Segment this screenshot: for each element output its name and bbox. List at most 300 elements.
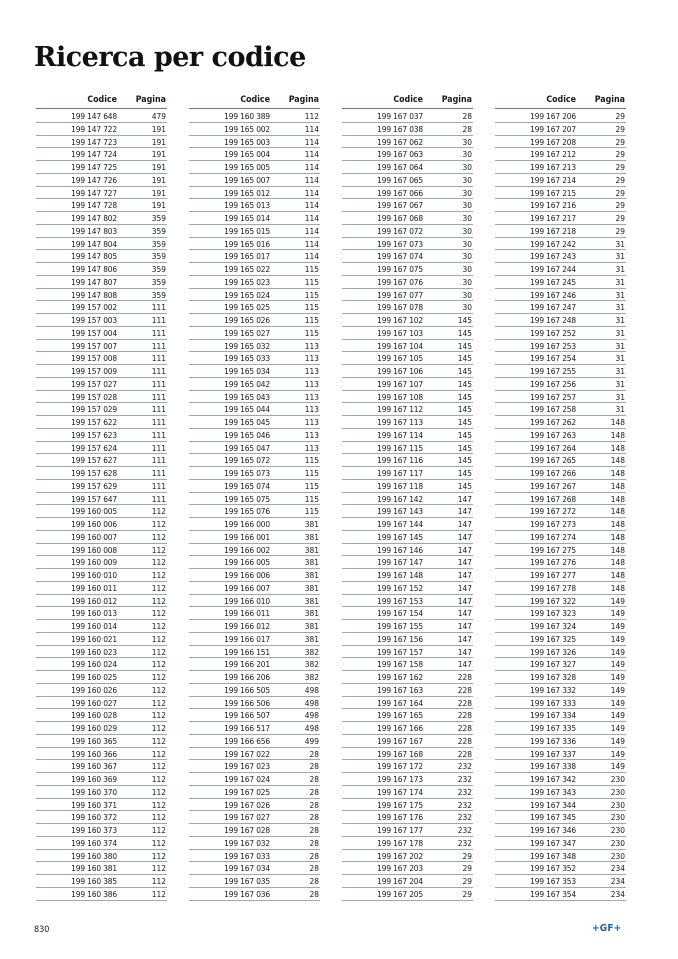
page-cell: 112 (151, 710, 166, 721)
page-cell: 113 (304, 417, 319, 427)
code-cell: 199 147 722 (71, 123, 117, 134)
code-cell: 199 167 218 (530, 225, 576, 236)
page-cell: 145 (457, 327, 472, 338)
table-row (342, 148, 473, 161)
page-cell: 111 (151, 455, 166, 466)
code-cell: 199 167 346 (530, 825, 576, 835)
code-cell: 199 160 024 (71, 659, 117, 670)
page-cell: 31 (615, 378, 625, 389)
code-cell: 199 167 273 (530, 519, 576, 529)
table-row (342, 799, 473, 812)
page-cell: 113 (304, 442, 319, 453)
code-cell: 199 166 001 (224, 531, 270, 542)
page-cell: 228 (457, 672, 472, 682)
code-cell: 199 167 354 (530, 888, 576, 899)
code-cell: 199 167 204 (377, 876, 423, 886)
code-cell: 199 166 151 (224, 646, 270, 657)
table-row (495, 187, 626, 200)
code-cell: 199 167 173 (377, 774, 423, 784)
code-cell: 199 147 723 (71, 136, 117, 147)
page-cell: 499 (304, 735, 319, 746)
table-row (36, 136, 167, 149)
code-cell: 199 147 806 (71, 264, 117, 274)
table-row (495, 888, 626, 901)
table-row (189, 760, 320, 773)
code-cell: 199 167 202 (377, 850, 423, 861)
table-row (36, 467, 167, 480)
table-row (36, 352, 167, 365)
page-cell: 381 (304, 608, 319, 619)
page-cell: 31 (615, 327, 625, 338)
page-cell: 29 (615, 200, 625, 211)
code-cell: 199 165 043 (224, 391, 270, 402)
code-cell: 199 167 258 (530, 404, 576, 415)
page-cell: 28 (309, 863, 319, 874)
table-row (189, 620, 320, 633)
table-row (189, 161, 320, 174)
page-cell: 115 (304, 455, 319, 466)
table-row (36, 811, 167, 824)
code-cell: 199 167 068 (377, 213, 423, 223)
code-cell: 199 167 338 (530, 761, 576, 772)
page-cell: 112 (151, 812, 166, 823)
code-cell: 199 167 107 (377, 378, 423, 389)
table-row (189, 684, 320, 697)
table-row (342, 607, 473, 620)
code-cell: 199 157 002 (71, 302, 117, 313)
table-row (189, 888, 320, 901)
code-cell: 199 147 648 (71, 111, 117, 121)
page-cell: 148 (610, 531, 625, 542)
page-cell: 147 (457, 659, 472, 670)
code-cell: 199 147 724 (71, 149, 117, 160)
table-row (342, 888, 473, 901)
table-row (36, 480, 167, 493)
table-row (36, 786, 167, 799)
page-cell: 112 (151, 506, 166, 517)
code-cell: 199 167 214 (530, 174, 576, 185)
table-row (36, 824, 167, 837)
page-cell: 111 (151, 327, 166, 338)
table-row (189, 786, 320, 799)
column-header (36, 94, 167, 109)
page-cell: 28 (309, 888, 319, 899)
page-cell: 149 (610, 723, 625, 733)
page-cell: 29 (615, 136, 625, 147)
page-cell: 28 (309, 786, 319, 797)
page-cell: 111 (151, 429, 166, 440)
code-cell: 199 157 623 (71, 429, 117, 440)
table-row (36, 556, 167, 569)
page-cell: 111 (151, 480, 166, 491)
page-cell: 149 (610, 697, 625, 708)
page-cell: 149 (610, 633, 625, 644)
page-cell: 28 (309, 774, 319, 784)
page-cell: 382 (304, 672, 319, 682)
code-cell: 199 160 008 (71, 544, 117, 555)
page-cell: 115 (304, 327, 319, 338)
table-row (342, 480, 473, 493)
page-cell: 111 (151, 353, 166, 364)
code-cell: 199 167 022 (224, 748, 270, 759)
code-cell: 199 160 366 (71, 748, 117, 759)
code-cell: 199 167 168 (377, 748, 423, 759)
table-row (495, 212, 626, 225)
code-cell: 199 165 022 (224, 264, 270, 274)
page-cell: 31 (615, 353, 625, 364)
index-rows (36, 110, 167, 901)
code-cell: 199 160 365 (71, 735, 117, 746)
table-row (495, 646, 626, 659)
table-row (495, 136, 626, 149)
code-cell: 199 165 033 (224, 353, 270, 364)
table-row (36, 505, 167, 518)
page-cell: 148 (610, 442, 625, 453)
table-row (36, 493, 167, 506)
page-cell: 29 (615, 174, 625, 185)
code-cell: 199 165 015 (224, 225, 270, 236)
code-cell: 199 167 033 (224, 850, 270, 861)
code-cell: 199 167 347 (530, 837, 576, 848)
code-cell: 199 157 627 (71, 455, 117, 466)
table-row (189, 493, 320, 506)
page-cell: 498 (304, 697, 319, 708)
code-cell: 199 167 023 (224, 761, 270, 772)
code-cell: 199 160 013 (71, 608, 117, 619)
page-cell: 148 (610, 557, 625, 568)
table-row (36, 199, 167, 212)
table-row (189, 722, 320, 735)
code-cell: 199 167 332 (530, 684, 576, 695)
page-cell: 232 (457, 799, 472, 810)
page-cell: 29 (615, 162, 625, 172)
code-cell: 199 160 026 (71, 684, 117, 695)
code-cell: 199 160 385 (71, 876, 117, 886)
table-row (495, 875, 626, 888)
page-cell: 147 (457, 557, 472, 568)
page-cell: 112 (151, 697, 166, 708)
page-cell: 147 (457, 493, 472, 504)
page-cell: 114 (304, 149, 319, 160)
column-header (189, 94, 320, 109)
page-cell: 145 (457, 417, 472, 427)
page-cell: 115 (304, 468, 319, 478)
page-cell: 31 (615, 366, 625, 376)
page-cell: 30 (462, 251, 472, 262)
table-row (36, 314, 167, 327)
table-row (36, 518, 167, 531)
page-cell: 115 (304, 493, 319, 504)
table-row (495, 403, 626, 416)
table-row (189, 442, 320, 455)
code-cell: 199 167 268 (530, 493, 576, 504)
page-cell: 29 (615, 123, 625, 134)
code-cell: 199 167 248 (530, 315, 576, 325)
code-cell: 199 167 275 (530, 544, 576, 555)
code-cell: 199 166 506 (224, 697, 270, 708)
page-cell: 232 (457, 812, 472, 823)
table-row (189, 544, 320, 557)
code-cell: 199 160 389 (224, 111, 270, 121)
page-cell: 30 (462, 289, 472, 300)
page-cell: 381 (304, 570, 319, 580)
table-row (342, 582, 473, 595)
table-row (36, 454, 167, 467)
table-row (342, 442, 473, 455)
table-row (342, 289, 473, 302)
code-cell: 199 167 062 (377, 136, 423, 147)
code-cell: 199 167 076 (377, 276, 423, 287)
table-row (342, 238, 473, 251)
table-row (189, 352, 320, 365)
table-row (495, 110, 626, 123)
page-cell: 29 (462, 850, 472, 861)
code-cell: 199 165 026 (224, 315, 270, 325)
table-row (189, 454, 320, 467)
page-cell: 113 (304, 404, 319, 415)
code-cell: 199 157 027 (71, 378, 117, 389)
table-row (342, 391, 473, 404)
page-cell: 149 (610, 595, 625, 606)
page-cell: 228 (457, 697, 472, 708)
code-cell: 199 157 629 (71, 480, 117, 491)
code-cell: 199 167 328 (530, 672, 576, 682)
table-row (189, 263, 320, 276)
page-cell: 28 (309, 825, 319, 835)
table-row (189, 824, 320, 837)
code-cell: 199 165 002 (224, 123, 270, 134)
table-row (342, 174, 473, 187)
code-cell: 199 165 032 (224, 340, 270, 351)
code-cell: 199 167 274 (530, 531, 576, 542)
code-cell: 199 167 205 (377, 888, 423, 899)
page-cell: 381 (304, 531, 319, 542)
page-cell: 148 (610, 429, 625, 440)
page-cell: 381 (304, 595, 319, 606)
code-cell: 199 167 174 (377, 786, 423, 797)
table-row (189, 658, 320, 671)
code-cell: 199 165 072 (224, 455, 270, 466)
table-row (36, 263, 167, 276)
page-cell: 148 (610, 544, 625, 555)
page-cell: 145 (457, 366, 472, 376)
code-cell: 199 147 727 (71, 187, 117, 198)
page-cell: 149 (610, 659, 625, 670)
code-cell: 199 166 006 (224, 570, 270, 580)
page-cell: 145 (457, 378, 472, 389)
code-cell: 199 167 253 (530, 340, 576, 351)
table-row (36, 760, 167, 773)
page-cell: 230 (610, 837, 625, 848)
page-cell: 149 (610, 748, 625, 759)
table-row (495, 671, 626, 684)
code-cell: 199 165 012 (224, 187, 270, 198)
table-row (36, 148, 167, 161)
index-column-2 (189, 94, 320, 901)
page-cell: 31 (615, 276, 625, 287)
table-row (342, 276, 473, 289)
page-cell: 115 (304, 289, 319, 300)
page-cell: 149 (610, 684, 625, 695)
code-cell: 199 165 004 (224, 149, 270, 160)
page-cell: 381 (304, 557, 319, 568)
page-cell: 381 (304, 519, 319, 529)
table-row (342, 212, 473, 225)
code-cell: 199 160 025 (71, 672, 117, 682)
code-cell: 199 167 208 (530, 136, 576, 147)
table-row (495, 773, 626, 786)
table-row (189, 862, 320, 875)
table-row (342, 658, 473, 671)
code-cell: 199 167 025 (224, 786, 270, 797)
code-cell: 199 165 007 (224, 174, 270, 185)
table-row (342, 225, 473, 238)
table-row (36, 429, 167, 442)
code-cell: 199 165 023 (224, 276, 270, 287)
table-row (342, 569, 473, 582)
code-cell: 199 147 803 (71, 225, 117, 236)
page-cell: 111 (151, 391, 166, 402)
code-cell: 199 167 255 (530, 366, 576, 376)
code-cell: 199 167 067 (377, 200, 423, 211)
code-cell: 199 147 725 (71, 162, 117, 172)
code-cell: 199 165 042 (224, 378, 270, 389)
table-row (495, 748, 626, 761)
table-row (495, 161, 626, 174)
page-cell: 145 (457, 340, 472, 351)
page-cell: 30 (462, 200, 472, 211)
table-row (342, 505, 473, 518)
table-row (36, 123, 167, 136)
page-cell: 228 (457, 684, 472, 695)
table-row (495, 633, 626, 646)
table-row (36, 888, 167, 901)
table-row (342, 352, 473, 365)
table-row (36, 250, 167, 263)
table-row (189, 467, 320, 480)
code-cell: 199 160 373 (71, 825, 117, 835)
table-row (189, 850, 320, 863)
page-cell: 115 (304, 506, 319, 517)
code-cell: 199 167 264 (530, 442, 576, 453)
page-number: 830 (34, 925, 50, 935)
table-row (342, 646, 473, 659)
table-row (495, 722, 626, 735)
table-row (189, 340, 320, 353)
page-cell: 230 (610, 774, 625, 784)
table-row (189, 110, 320, 123)
code-cell: 199 167 148 (377, 570, 423, 580)
code-cell: 199 167 146 (377, 544, 423, 555)
table-row (36, 595, 167, 608)
table-row (36, 722, 167, 735)
code-cell: 199 167 242 (530, 238, 576, 249)
page-cell: 147 (457, 621, 472, 631)
table-row (36, 569, 167, 582)
table-row (36, 531, 167, 544)
code-cell: 199 167 036 (224, 888, 270, 899)
table-row (189, 365, 320, 378)
page-cell: 228 (457, 735, 472, 746)
table-row (36, 862, 167, 875)
page-cell: 145 (457, 404, 472, 415)
table-row (495, 556, 626, 569)
code-cell: 199 167 216 (530, 200, 576, 211)
page-cell: 31 (615, 404, 625, 415)
code-cell: 199 167 035 (224, 876, 270, 886)
page-cell: 148 (610, 480, 625, 491)
table-row (189, 378, 320, 391)
code-cell: 199 147 802 (71, 213, 117, 223)
table-row (342, 136, 473, 149)
page-cell: 228 (457, 710, 472, 721)
code-cell: 199 165 076 (224, 506, 270, 517)
code-cell: 199 167 342 (530, 774, 576, 784)
table-row (342, 301, 473, 314)
page-cell: 29 (615, 149, 625, 160)
page-cell: 498 (304, 684, 319, 695)
code-cell: 199 165 027 (224, 327, 270, 338)
code-cell: 199 165 024 (224, 289, 270, 300)
table-row (189, 595, 320, 608)
code-cell: 199 160 374 (71, 837, 117, 848)
code-cell: 199 167 257 (530, 391, 576, 402)
table-row (189, 773, 320, 786)
table-row (189, 136, 320, 149)
table-row (495, 595, 626, 608)
table-row (189, 633, 320, 646)
code-cell: 199 160 381 (71, 863, 117, 874)
code-cell: 199 165 046 (224, 429, 270, 440)
table-row (189, 212, 320, 225)
page-cell: 113 (304, 340, 319, 351)
code-cell: 199 167 213 (530, 162, 576, 172)
table-row (495, 250, 626, 263)
code-cell: 199 167 112 (377, 404, 423, 415)
table-row (495, 862, 626, 875)
code-cell: 199 166 201 (224, 659, 270, 670)
page-cell: 112 (151, 888, 166, 899)
code-cell: 199 167 207 (530, 123, 576, 134)
page-cell: 149 (610, 646, 625, 657)
code-cell: 199 167 254 (530, 353, 576, 364)
table-row (342, 187, 473, 200)
table-row (495, 174, 626, 187)
page-cell: 359 (151, 289, 166, 300)
table-row (189, 314, 320, 327)
page-cell: 191 (151, 136, 166, 147)
table-row (495, 429, 626, 442)
page-cell: 191 (151, 149, 166, 160)
code-cell: 199 167 323 (530, 608, 576, 619)
page-cell: 148 (610, 455, 625, 466)
code-cell: 199 167 166 (377, 723, 423, 733)
page-cell: 30 (462, 162, 472, 172)
table-row (189, 875, 320, 888)
page-cell: 230 (610, 850, 625, 861)
code-cell: 199 165 045 (224, 417, 270, 427)
page-cell: 111 (151, 378, 166, 389)
table-row (495, 811, 626, 824)
table-row (495, 454, 626, 467)
table-row (36, 748, 167, 761)
page-cell: 112 (151, 646, 166, 657)
code-cell: 199 167 065 (377, 174, 423, 185)
table-row (189, 811, 320, 824)
code-cell: 199 165 074 (224, 480, 270, 491)
page-cell: 359 (151, 225, 166, 236)
table-row (36, 110, 167, 123)
